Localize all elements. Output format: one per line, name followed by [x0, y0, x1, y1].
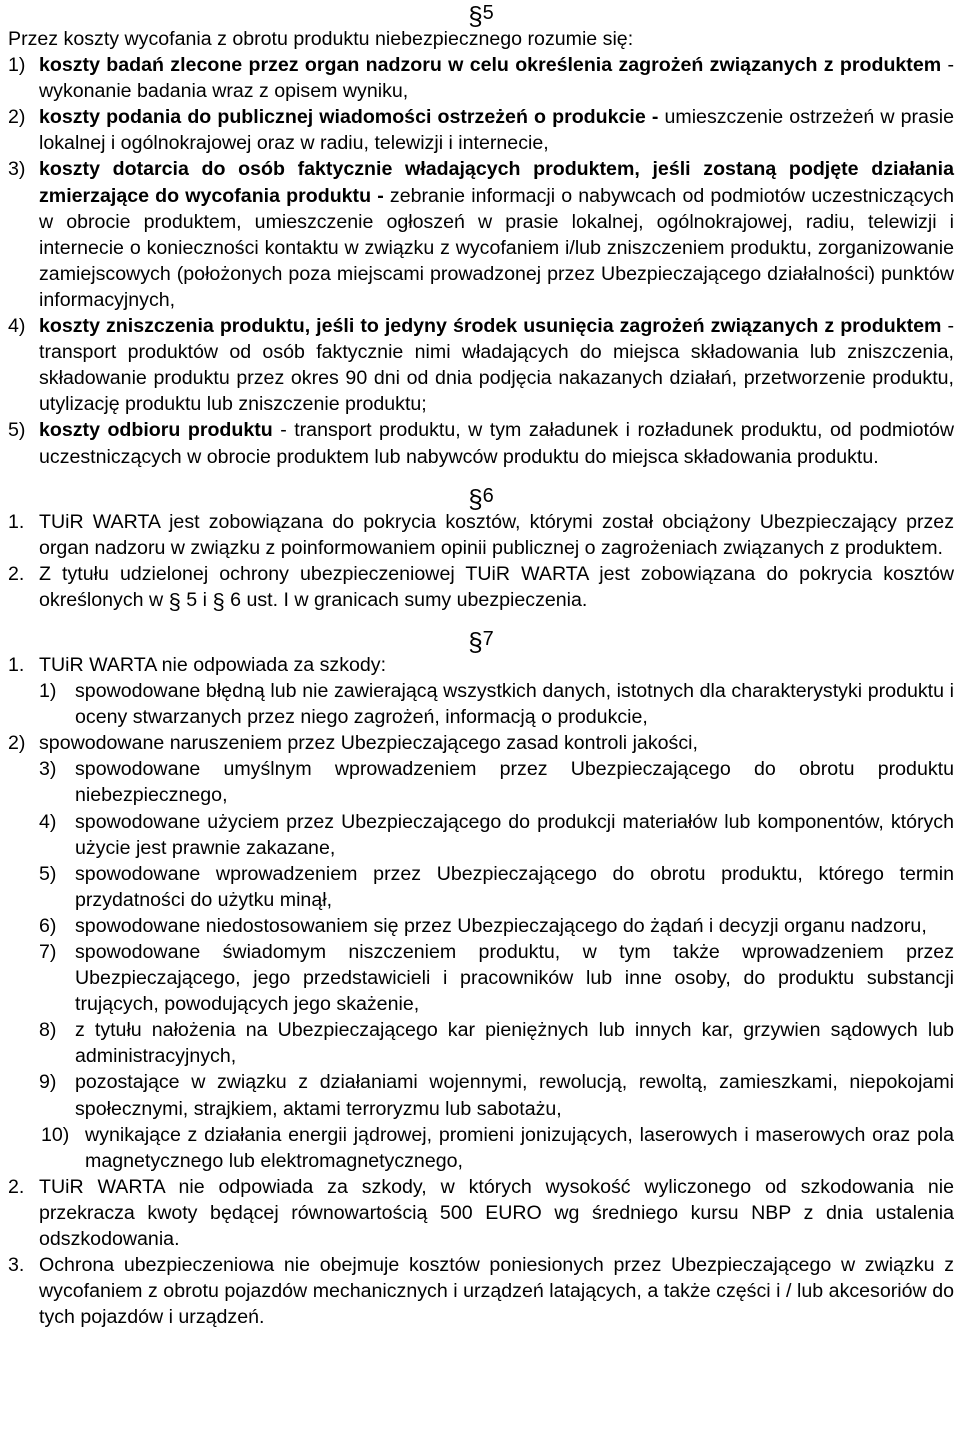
item-text: z tytułu nałożenia na Ubezpieczającego kar pieniężnych lub innych kar, grzywien sądowych lub administracyjnych, [75, 1019, 954, 1068]
item-label: 5) [8, 419, 26, 442]
item-text: Ochrona ubezpieczeniowa nie obejmuje kosztów poniesionych przez Ubezpieczającego w związku z wycofaniem z obrotu pojazdów mechanicznych i urządzeń latających, a także części i / lub akcesoriów do tych pojazdów i urządzeń. [39, 1254, 954, 1329]
s5-item-1 [8, 52, 954, 104]
s7-sub-item-2 [8, 730, 954, 756]
s7-sub-item-9 [8, 1069, 954, 1121]
item-text: spowodowane niedostosowaniem się przez Ubezpieczającego do żądań i decyzji organu nadzoru, [75, 914, 927, 937]
item-text: 5 i [180, 588, 213, 611]
s7-sub-item-6 [8, 913, 954, 939]
section-5-intro: Przez koszty wycofania z obrotu produktu niebezpiecznego rozumie się: [8, 28, 634, 50]
s7-item-3 [8, 1252, 954, 1330]
section-sign: § [468, 483, 483, 514]
item-text: spowodowane błędną lub nie zawierającą wszystkich danych, istotnych dla charakterystyki produktu i oceny stwarzanych przez niego zagrożeń, informacją o produkcie, [75, 680, 954, 729]
s7-sub-item-7 [8, 939, 954, 1017]
item-text: - wykonanie badania wraz z opisem wyniku, [39, 54, 954, 103]
item-bold-text: koszty zniszczenia produktu, jeśli to jedyny środek usunięcia zagrożeń związanych z produktem [39, 315, 942, 338]
s5-item-3 [8, 156, 954, 313]
s7-sub-item-3 [8, 756, 954, 808]
item-text: spowodowane świadomym niszczeniem produktu, w tym także wprowadzeniem przez Ubezpieczającego, jego przedstawicieli i pracowników lub inne osoby, do produktu substancji trujących, powodujących jego skażenie, [75, 941, 954, 1016]
item-text: spowodowane wprowadzeniem przez Ubezpieczającego do obrotu produktu, którego termin przydatności do użytku minął, [75, 862, 954, 911]
item-label: 1) [39, 680, 57, 703]
item-text: wynikające z działania energii jądrowej, promieni jonizujących, laserowych i maserowych oraz pola magnetycznego lub elektromagnetycznego, [85, 1123, 954, 1172]
section-sign: § [468, 1, 483, 31]
section-number: 5 [482, 2, 494, 24]
item-label: 10) [41, 1123, 70, 1146]
s6-item-1 [8, 509, 954, 561]
item-text: spowodowane użyciem przez Ubezpieczającego do produkcji materiałów lub komponentów, których użycie jest prawnie zakazane, [75, 810, 954, 859]
section-5-heading [8, 0, 954, 31]
item-text: Z tytułu udzielonej ochrony ubezpieczeniowej TUiR WARTA jest zobowiązana do pokrycia kosztów określonych w [39, 562, 954, 611]
s6-item-2 [8, 561, 954, 613]
item-label: 1) [8, 54, 26, 77]
section-7-heading [8, 626, 954, 657]
item-bold-text: koszty badań zlecone przez organ nadzoru w celu określenia zagrożeń związanych z produktem [39, 54, 942, 77]
section-number: 7 [482, 627, 494, 650]
item-label: 5) [39, 862, 57, 885]
section-sign: § [468, 626, 483, 657]
item-text: TUiR WARTA jest zobowiązana do pokrycia kosztów, którymi został obciążony Ubezpieczający przez organ nadzoru w związku z poinformowaniem opinii publicznej o zagrożeniach związanych z produktem. [39, 510, 954, 559]
item-label: 1. [8, 510, 25, 533]
s7-sub-item-5 [8, 861, 954, 913]
item-label: 9) [39, 1071, 57, 1094]
section-number: 6 [482, 484, 494, 507]
item-text: zebranie informacji o nabywcach od podmiotów uczestniczących w obrocie produktem, umieszczenie ogłoszeń w prasie lokalnej, ogólnokrajowej, radiu, telewizji i internecie o konieczności kontaktu w związku z wycofaniem i/lub zniszczeniem produktu, zorganizowanie zamiejscowych (położonych poza miejscami prowadzonej przez Ubezpieczającego działalności) punktów informacyjnych, [39, 184, 954, 311]
section-6-heading [8, 483, 954, 514]
item-bold-text: koszty podania do publicznej wiadomości ostrzeżeń o produkcie - [39, 106, 659, 129]
item-label: 7) [39, 941, 57, 963]
item-text: spowodowane umyślnym wprowadzeniem przez Ubezpieczającego do obrotu produktu niebezpiecznego, [75, 758, 954, 807]
s7-sub-item-10 [8, 1122, 954, 1174]
item-label: 3) [39, 758, 57, 781]
item-bold-text: koszty dotarcia do osób faktycznie władających produktem, jeśli zostaną podjęte działania zmierzające do wycofania produktu - [39, 158, 954, 207]
document-body [8, 0, 954, 1330]
s7-sub-item-4 [8, 809, 954, 861]
item-text: - transport produktów od osób faktycznie nimi władających do miejsca składowania lub zniszczenia, składowanie produktu przez okres 90 dni od dnia podjęcia nakazanych działań, przetworzenie produktu, utylizację produktu lub zniszczenie produktu; [39, 315, 954, 416]
s5-item-4 [8, 313, 954, 417]
item-text: spowodowane naruszeniem przez Ubezpieczającego zasad kontroli jakości, [39, 732, 698, 755]
item-label: 2) [8, 106, 26, 129]
item-label: 6) [39, 914, 57, 937]
item-label: 1. [8, 653, 25, 676]
section-sign: § [168, 588, 181, 614]
spacer [8, 470, 954, 483]
s7-sub-item-8 [8, 1017, 954, 1069]
item-label: 2) [8, 732, 26, 755]
item-label: 4) [8, 315, 26, 338]
item-label: 8) [39, 1019, 57, 1042]
item-label: 4) [39, 810, 57, 833]
item-label: 2. [8, 562, 25, 585]
item-label: 3. [8, 1254, 25, 1277]
s7-item-2 [8, 1174, 954, 1252]
item-text: - transport produktu, w tym załadunek i rozładunek produktu, od podmiotów uczestniczących w obrocie produktem lub nabywców produktu do miejsca składowania produktu. [39, 419, 954, 468]
item-label: 2. [8, 1175, 25, 1198]
item-bold-text: koszty odbioru produktu [39, 419, 273, 442]
item-text: pozostające w związku z działaniami wojennymi, rewolucją, rewoltą, zamieszkami, niepokojami społecznymi, strajkiem, aktami terroryzmu lub sabotażu, [75, 1071, 954, 1120]
section-sign: § [212, 588, 225, 614]
item-text: umieszczenie ostrzeżeń w prasie lokalnej i ogólnokrajowej oraz w radiu, telewizji i internecie, [39, 106, 954, 155]
spacer [8, 613, 954, 626]
item-text: TUiR WARTA nie odpowiada za szkody, w których wysokość wyliczonego od szkodowania nie przekracza kwoty będącej równowartością 500 EURO wg średniego kursu NBP z dnia ustalenia odszkodowania. [39, 1175, 954, 1251]
item-text: TUiR WARTA nie odpowiada za szkody: [39, 653, 387, 676]
s7-sub-item-1 [8, 678, 954, 730]
s7-item-1 [8, 652, 954, 678]
s5-item-2 [8, 104, 954, 156]
s5-item-5 [8, 417, 954, 469]
item-text: 6 ust. I w granicach sumy ubezpieczenia. [224, 588, 588, 611]
item-label: 3) [8, 158, 26, 181]
